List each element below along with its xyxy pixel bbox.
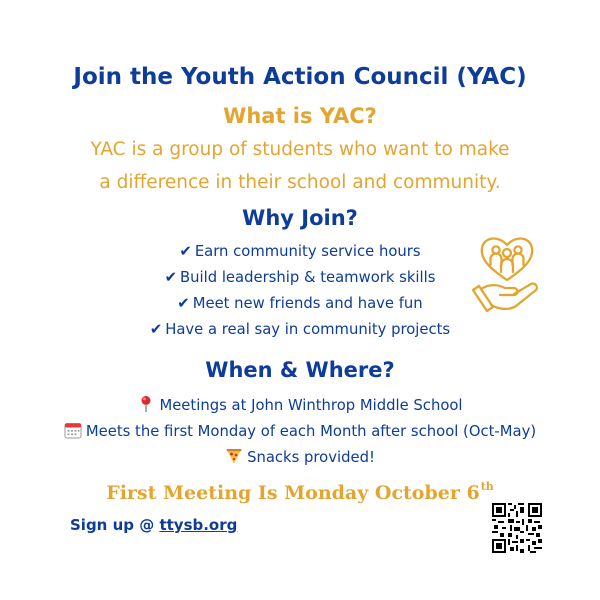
what-heading: What is YAC? [223, 104, 377, 128]
benefit-text: Earn community service hours [194, 243, 421, 260]
check-icon: ✔ [179, 243, 192, 260]
pizza-icon [225, 447, 243, 465]
benefit-item [0, 320, 600, 340]
signup-prefix: Sign up @ [70, 516, 160, 534]
benefit-text: Build leadership & teamwork skills [179, 269, 436, 286]
detail-text: Meets the first Monday of each Month after school (Oct-May) [85, 423, 537, 440]
check-icon: ✔ [164, 269, 177, 286]
detail-text: Meetings at John Winthrop Middle School [159, 397, 463, 414]
hand-heart-people-icon [470, 228, 545, 316]
calendar-icon [64, 421, 82, 439]
check-icon: ✔ [177, 295, 190, 312]
qr-code-icon[interactable] [492, 503, 542, 553]
ordinal-suffix: th [480, 480, 494, 493]
check-icon: ✔ [149, 321, 163, 338]
detail-location [0, 395, 600, 416]
detail-schedule [0, 421, 600, 442]
pin-icon [137, 395, 155, 413]
description-line-2: a difference in their school and community. [99, 172, 501, 193]
detail-text: Snacks provided! [247, 449, 375, 466]
benefit-text: Meet new friends and have fun [192, 295, 423, 312]
why-heading: Why Join? [242, 206, 358, 230]
description-line-1: YAC is a group of students who want to make [90, 139, 510, 160]
first-meeting-text: First Meeting Is Monday October 6 [106, 482, 480, 504]
signup-link[interactable]: ttysb.org [159, 516, 238, 534]
flyer-title: Join the Youth Action Council (YAC) [73, 64, 527, 90]
when-where-heading: When & Where? [205, 358, 395, 382]
signup-line [70, 515, 237, 535]
detail-snacks [0, 447, 600, 468]
benefit-text: Have a real say in community projects [165, 321, 451, 338]
